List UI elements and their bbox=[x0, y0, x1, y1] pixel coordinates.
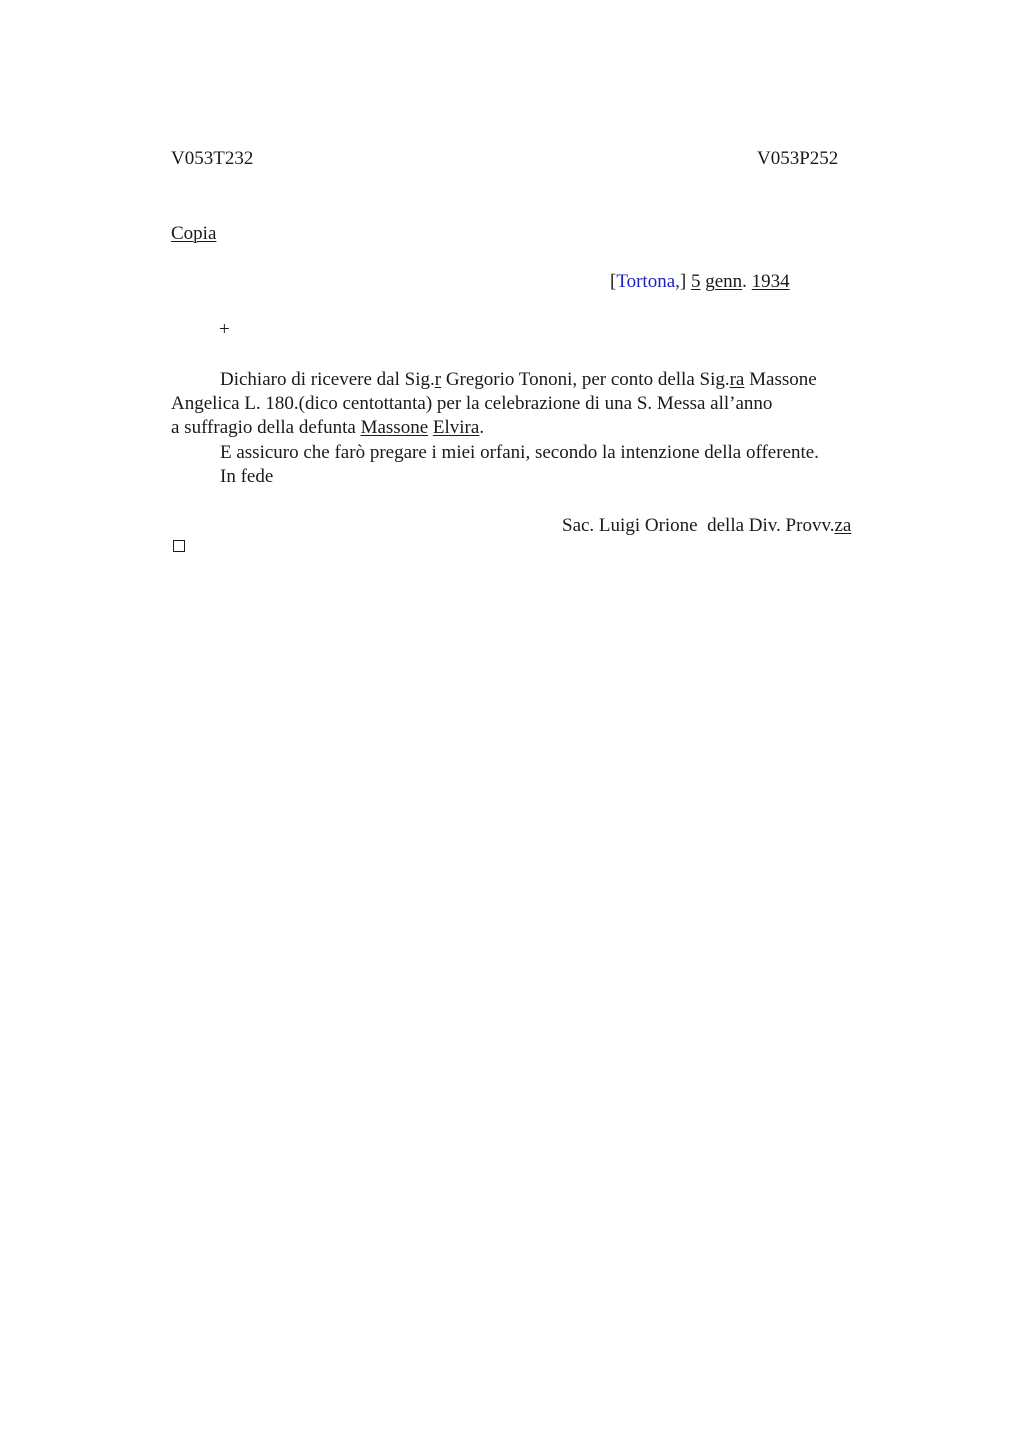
signature bbox=[562, 516, 851, 535]
dateline-close-bracket: ] bbox=[679, 271, 687, 292]
body-line-5: In fede bbox=[220, 466, 274, 487]
body-line-1-a: Dichiaro di ricevere dal Sig. bbox=[220, 369, 435, 390]
body-line-1 bbox=[220, 370, 817, 389]
dateline-year: 1934 bbox=[751, 271, 790, 292]
body-line-1-sigra-suffix: ra bbox=[729, 369, 745, 390]
body-line-1-sig-suffix: r bbox=[434, 369, 442, 390]
copy-heading: Copia bbox=[171, 223, 217, 244]
dateline-open-bracket: [ bbox=[610, 271, 617, 292]
signature-text: Sac. Luigi Orione della Div. Provv. bbox=[562, 515, 835, 536]
cross-symbol: + bbox=[219, 319, 230, 340]
dateline-place: Tortona, bbox=[616, 271, 680, 292]
body-line-3-a: a suffragio della defunta bbox=[171, 417, 361, 438]
dateline bbox=[610, 272, 790, 291]
body-line-3 bbox=[171, 418, 484, 437]
body-line-1-c: Gregorio Tononi, per conto della Sig. bbox=[441, 369, 730, 390]
document-code-left: V053T232 bbox=[171, 148, 254, 169]
body-line-3-period: . bbox=[479, 417, 485, 438]
body-line-3-firstname: Elvira bbox=[432, 417, 480, 438]
dateline-month-dot: . bbox=[742, 271, 747, 292]
dateline-day: 5 bbox=[690, 271, 701, 292]
dateline-month: genn bbox=[705, 271, 743, 292]
body-line-2: Angelica L. 180.(dico centottanta) per la celebrazione di una S. Messa all’anno bbox=[171, 393, 773, 414]
body-line-4: E assicuro che farò pregare i miei orfani, secondo la intenzione della offerente. bbox=[220, 442, 819, 463]
body-line-3-surname: Massone bbox=[360, 417, 429, 438]
body-line-1-e: Massone bbox=[744, 369, 817, 390]
signature-suffix: za bbox=[834, 515, 852, 536]
document-code-right: V053P252 bbox=[757, 148, 839, 169]
end-box-symbol bbox=[173, 540, 185, 552]
